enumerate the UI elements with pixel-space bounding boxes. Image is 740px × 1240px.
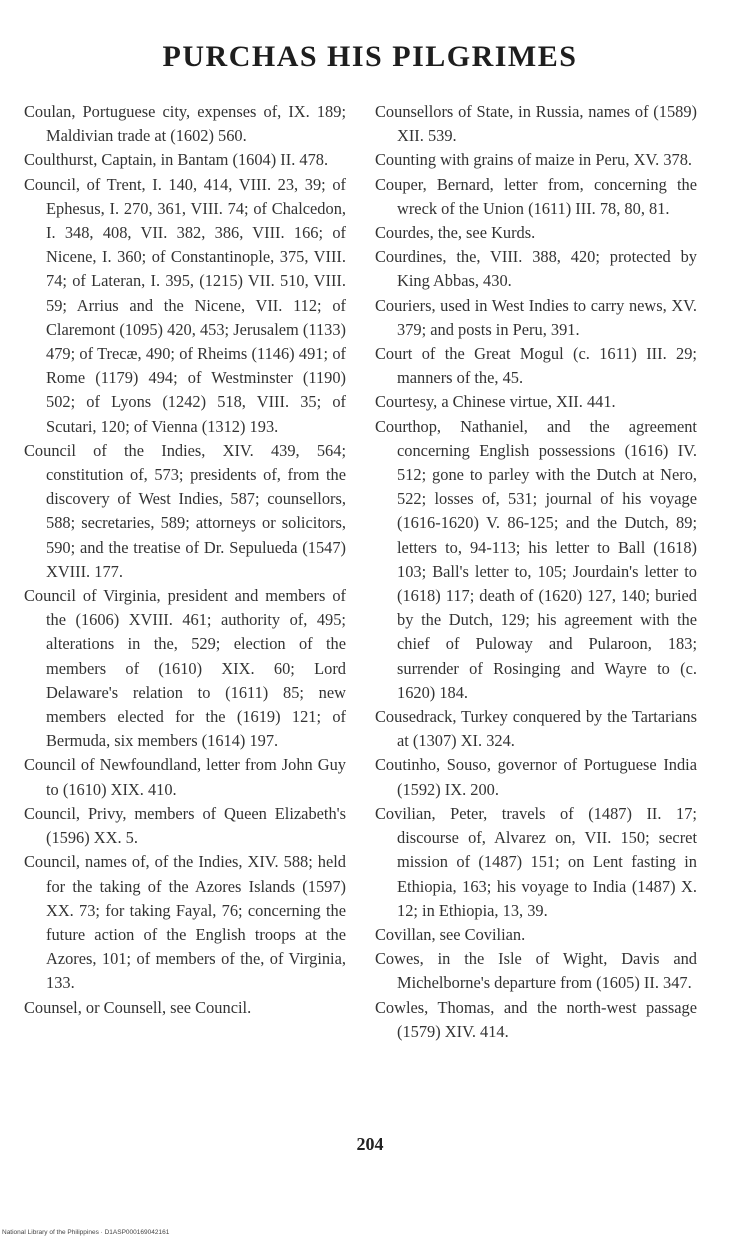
index-entry: Cousedrack, Turkey conquered by the Tartarians at (1307) XI. 324.: [375, 707, 697, 751]
index-entry: Courdes, the, see Kurds.: [375, 223, 536, 243]
index-entry: Couper, Bernard, letter from, concerning the wreck of the Union (1611) III. 78, 80, 81.: [375, 174, 697, 218]
index-entry: Counsellors of State, in Russia, names of (1589) XII. 539.: [375, 102, 697, 146]
index-column-right: [375, 100, 697, 1044]
index-entry: Coulthurst, Captain, in Bantam (1604) II. 478.: [24, 150, 329, 170]
index-column-left: [24, 100, 346, 1020]
index-entry: Courdines, the, VIII. 388, 420; protected by King Abbas, 430.: [375, 247, 697, 291]
index-entry: Coulan, Portuguese city, expenses of, IX. 189; Maldivian trade at (1602) 560.: [24, 102, 346, 146]
index-entry: Covilian, Peter, travels of (1487) II. 17; discourse of, Alvarez on, VII. 150; secret mission of (1487) 151; on Lent fasting in Ethiopia, 163; his voyage to India (1487) X. 12; in Ethiopia, 13, 39.: [375, 803, 697, 920]
index-entry: Council of Virginia, president and members of the (1606) XVIII. 461; authority of, 495; alterations in the, 529; election of the members of (1610) XIX. 60; Lord Delaware's relation to (1611) 85; new members elected for the (1619) 121; of Bermuda, six members (1614) 197.: [24, 586, 346, 751]
index-entry: Counting with grains of maize in Peru, XV. 378.: [375, 150, 693, 170]
index-entry: Covillan, see Covilian.: [375, 924, 526, 944]
footer-credit: National Library of the Philippines · D1ASP000169042161: [2, 1229, 170, 1236]
index-entry: Coutinho, Souso, governor of Portuguese India (1592) IX. 200.: [375, 755, 697, 799]
index-entry: Counsel, or Counsell, see Council.: [24, 997, 252, 1017]
index-entry: Court of the Great Mogul (c. 1611) III. 29; manners of the, 45.: [375, 344, 697, 388]
index-entry: Council of Newfoundland, letter from John Guy to (1610) XIX. 410.: [24, 755, 346, 799]
index-entry: Cowes, in the Isle of Wight, Davis and Michelborne's departure from (1605) II. 347.: [375, 949, 697, 993]
index-entry: Council, Privy, members of Queen Elizabeth's (1596) XX. 5.: [24, 803, 346, 848]
index-entry: Cowles, Thomas, and the north-west passage (1579) XIV. 414.: [375, 997, 697, 1041]
index-entry: Council, names of, of the Indies, XIV. 588; held for the taking of the Azores Islands (1597) XX. 73; for taking Fayal, 76; concerning the future action of the English troops at the Azores, 101; of members of the, of Virginia, 133.: [24, 852, 346, 993]
page-number: 204: [356, 1134, 384, 1154]
page-title: PURCHAS HIS PILGRIMES: [162, 40, 578, 73]
index-entry: Council, of Trent, I. 140, 414, VIII. 23, 39; of Ephesus, I. 270, 361, VIII. 74; of Chalcedon, I. 348, 408, VII. 382, 386, VIII. 166; of Nicene, I. 360; of Constantinople, 375, VIII. 74; of Lateran, I. 395, (1215) VII. 510, VIII. 59; Arrius and the Nicene, VII. 112; of Claremont (1095) 420, 453; Jerusalem (1133) 479; of Trecæ, 490; of Rheims (1146) 491; of Rome (1179) 494; of Westminster (1190) 502; of Lyons (1242) 518, VIII. 35; of Scutari, 120; of Vienna (1312) 193.: [24, 174, 346, 436]
index-entry: Council of the Indies, XIV. 439, 564; constitution of, 573; presidents of, from the discovery of West Indies, 587; counsellors, 588; secretaries, 589; attorneys or solicitors, 590; and the treatise of Dr. Sepulueda (1547) XVIII. 177.: [24, 440, 346, 581]
index-entry: Courtesy, a Chinese virtue, XII. 441.: [375, 392, 616, 412]
index-entry: Couriers, used in West Indies to carry news, XV. 379; and posts in Peru, 391.: [375, 295, 697, 339]
index-entry: Courthop, Nathaniel, and the agreement concerning English possessions (1616) IV. 512; gone to parley with the Dutch at Nero, 522; losses of, 531; journal of his voyage (1616-1620) V. 86-125; and the Dutch, 89; letters to, 94-113; his letter to Ball (1618) 103; Ball's letter to, 105; Jourdain's letter to (1618) 117; death of (1620) 127, 140; buried by the Dutch, 129; his agreement with the chief of Puloway and Pularoon, 183; surrender of Rosinging and Wayre to (c. 1620) 184.: [375, 416, 697, 702]
